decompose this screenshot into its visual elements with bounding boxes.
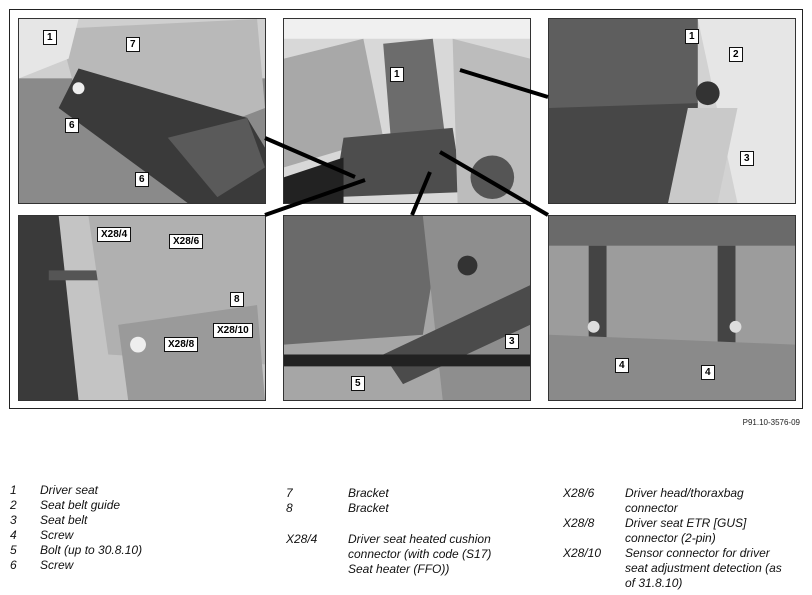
legend-item: 4 Screw [10,528,74,542]
legend-column-2 [286,486,508,577]
callout-6b: 6 [135,172,149,187]
callout-1: 1 [390,67,404,82]
callout-6: 6 [65,118,79,133]
callout-3: 3 [740,151,754,166]
callout-4b: 4 [701,365,715,380]
legend-item: X28/8 Driver seat ETR [GUS] connector (2-pin) [563,516,747,545]
callout-x28-8: X28/8 [164,337,198,352]
photo-seat-rear-detail [18,18,266,204]
legend-item: 7 Bracket [286,486,389,500]
legend-item: 5 Bolt (up to 30.8.10) [10,543,143,557]
legend-column-1 [10,483,142,573]
photo-seat-belt-bolt [283,215,531,401]
legend-item: X28/10 Sensor connector for driver seat adjustment detection (as of 31.8.10) [563,546,782,590]
legend-column-3 [563,486,785,591]
callout-7: 7 [126,37,140,52]
legend-item: 1 Driver seat [10,483,99,497]
photo-seat-belt-guide [548,18,796,204]
legend-item: 6 Screw [10,558,74,572]
callout-2: 2 [729,47,743,62]
callout-x28-10: X28/10 [213,323,253,338]
figure-reference: P91.10-3576-09 [742,418,800,427]
photo-car-interior [283,18,531,204]
callout-8: 8 [230,292,244,307]
legend-item: X28/6 Driver head/thoraxbag connector [563,486,744,515]
photo-seat-rail-screws [548,215,796,401]
callout-4: 4 [615,358,629,373]
legend-item: X28/4 Driver seat heated cushion connector (with code (S17) Seat heater (FFO)) [286,532,492,576]
callout-3: 3 [505,334,519,349]
photo-seat-connectors [18,215,266,401]
callout-x28-6: X28/6 [169,234,203,249]
callout-5: 5 [351,376,365,391]
legend-item: 2 Seat belt guide [10,498,121,512]
callout-1: 1 [43,30,57,45]
legend-item: 3 Seat belt [10,513,88,527]
legend-item: 8 Bracket [286,501,389,515]
callout-1: 1 [685,29,699,44]
callout-x28-4: X28/4 [97,227,131,242]
